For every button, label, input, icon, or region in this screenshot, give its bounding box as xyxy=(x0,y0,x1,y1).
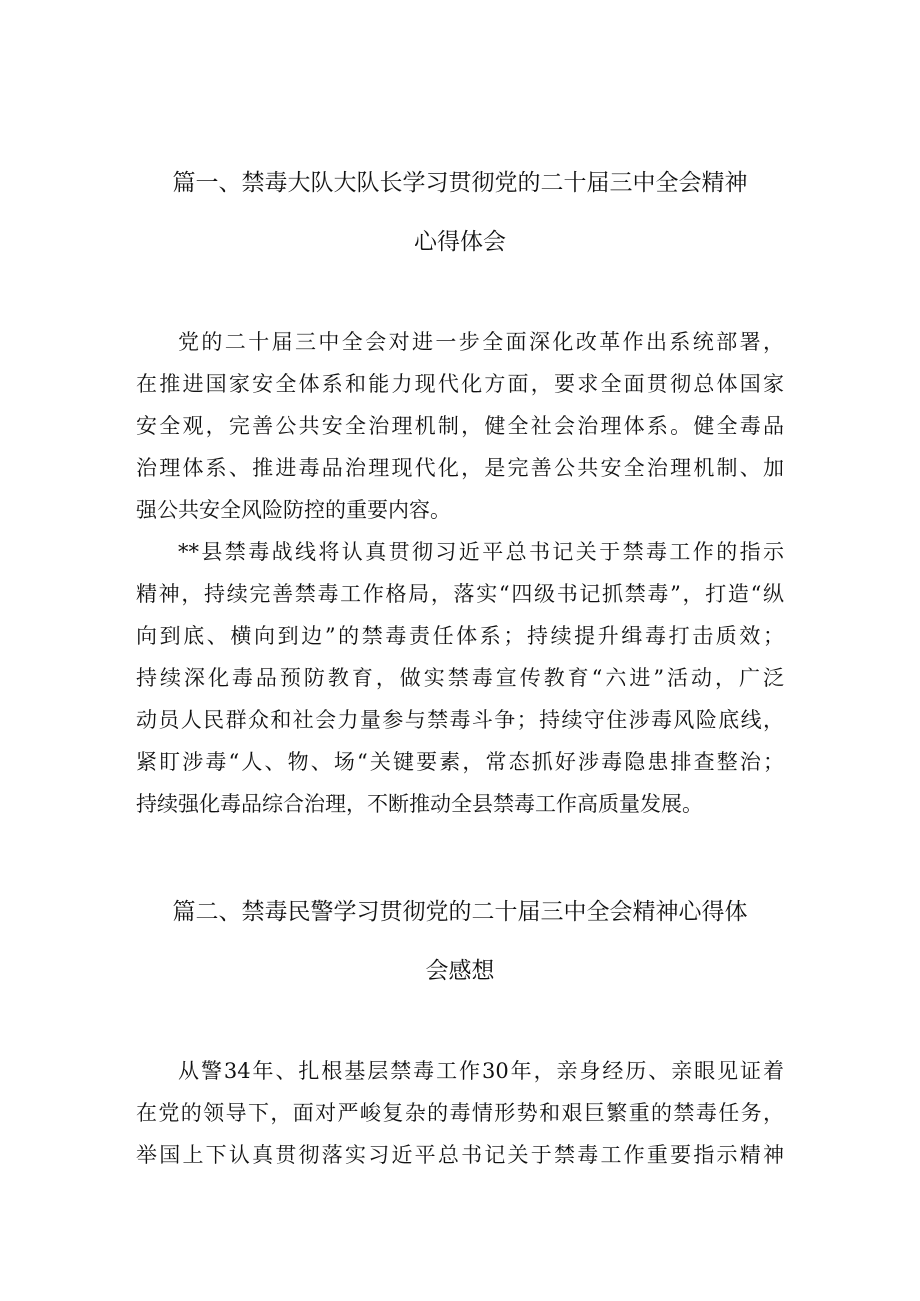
section1-p2-line2: 精神，持续完善禁毒工作格局，落实“四级书记抓禁毒”，打造“纵 xyxy=(136,582,784,606)
section2-title-line2: 会感想 xyxy=(425,958,495,984)
section2-title-line1: 篇二、禁毒民警学习贯彻党的二十届三中全会精神心得体 xyxy=(172,899,748,925)
section2-p1-line1: 从警34年、扎根基层禁毒工作30年，亲身经历、亲眼见证着 xyxy=(178,1059,784,1083)
section1-p2-line1: **县禁毒战线将认真贯彻习近平总书记关于禁毒工作的指示 xyxy=(178,540,784,564)
section1-p2-line4: 持续深化毒品预防教育，做实禁毒宣传教育“六进”活动，广泛 xyxy=(136,666,784,690)
section1-p1-line4: 治理体系、推进毒品治理现代化，是完善公共安全治理机制、加 xyxy=(136,456,784,480)
section1-p2-line3: 向到底、横向到边”的禁毒责任体系；持续提升缉毒打击质效； xyxy=(136,624,784,648)
section1-p1-line2: 在推进国家安全体系和能力现代化方面，要求全面贯彻总体国家 xyxy=(136,372,784,396)
section1-p1-line5: 强公共安全风险防控的重要内容。 xyxy=(136,498,451,522)
section2-p1-line2: 在党的领导下，面对严峻复杂的毒情形势和艰巨繁重的禁毒任务， xyxy=(136,1101,784,1125)
section1-p2-line5: 动员人民群众和社会力量参与禁毒斗争；持续守住涉毒风险底线， xyxy=(136,708,784,732)
section1-p2-line6: 紧盯涉毒“人、物、场“关键要素，常态抓好涉毒隐患排查整治； xyxy=(136,750,784,774)
section1-p1-line1: 党的二十届三中全会对进一步全面深化改革作出系统部署， xyxy=(178,330,784,354)
section2-p1-line3: 举国上下认真贯彻落实习近平总书记关于禁毒工作重要指示精神 xyxy=(136,1143,784,1167)
section1-title-line1: 篇一、禁毒大队大队长学习贯彻党的二十届三中全会精神 xyxy=(172,170,748,196)
section1-title-line2: 心得体会 xyxy=(414,229,506,255)
section1-p1-line3: 安全观，完善公共安全治理机制，健全社会治理体系。健全毒品 xyxy=(136,414,784,438)
section1-p2-line7: 持续强化毒品综合治理，不断推动全县禁毒工作高质量发展。 xyxy=(136,792,703,816)
